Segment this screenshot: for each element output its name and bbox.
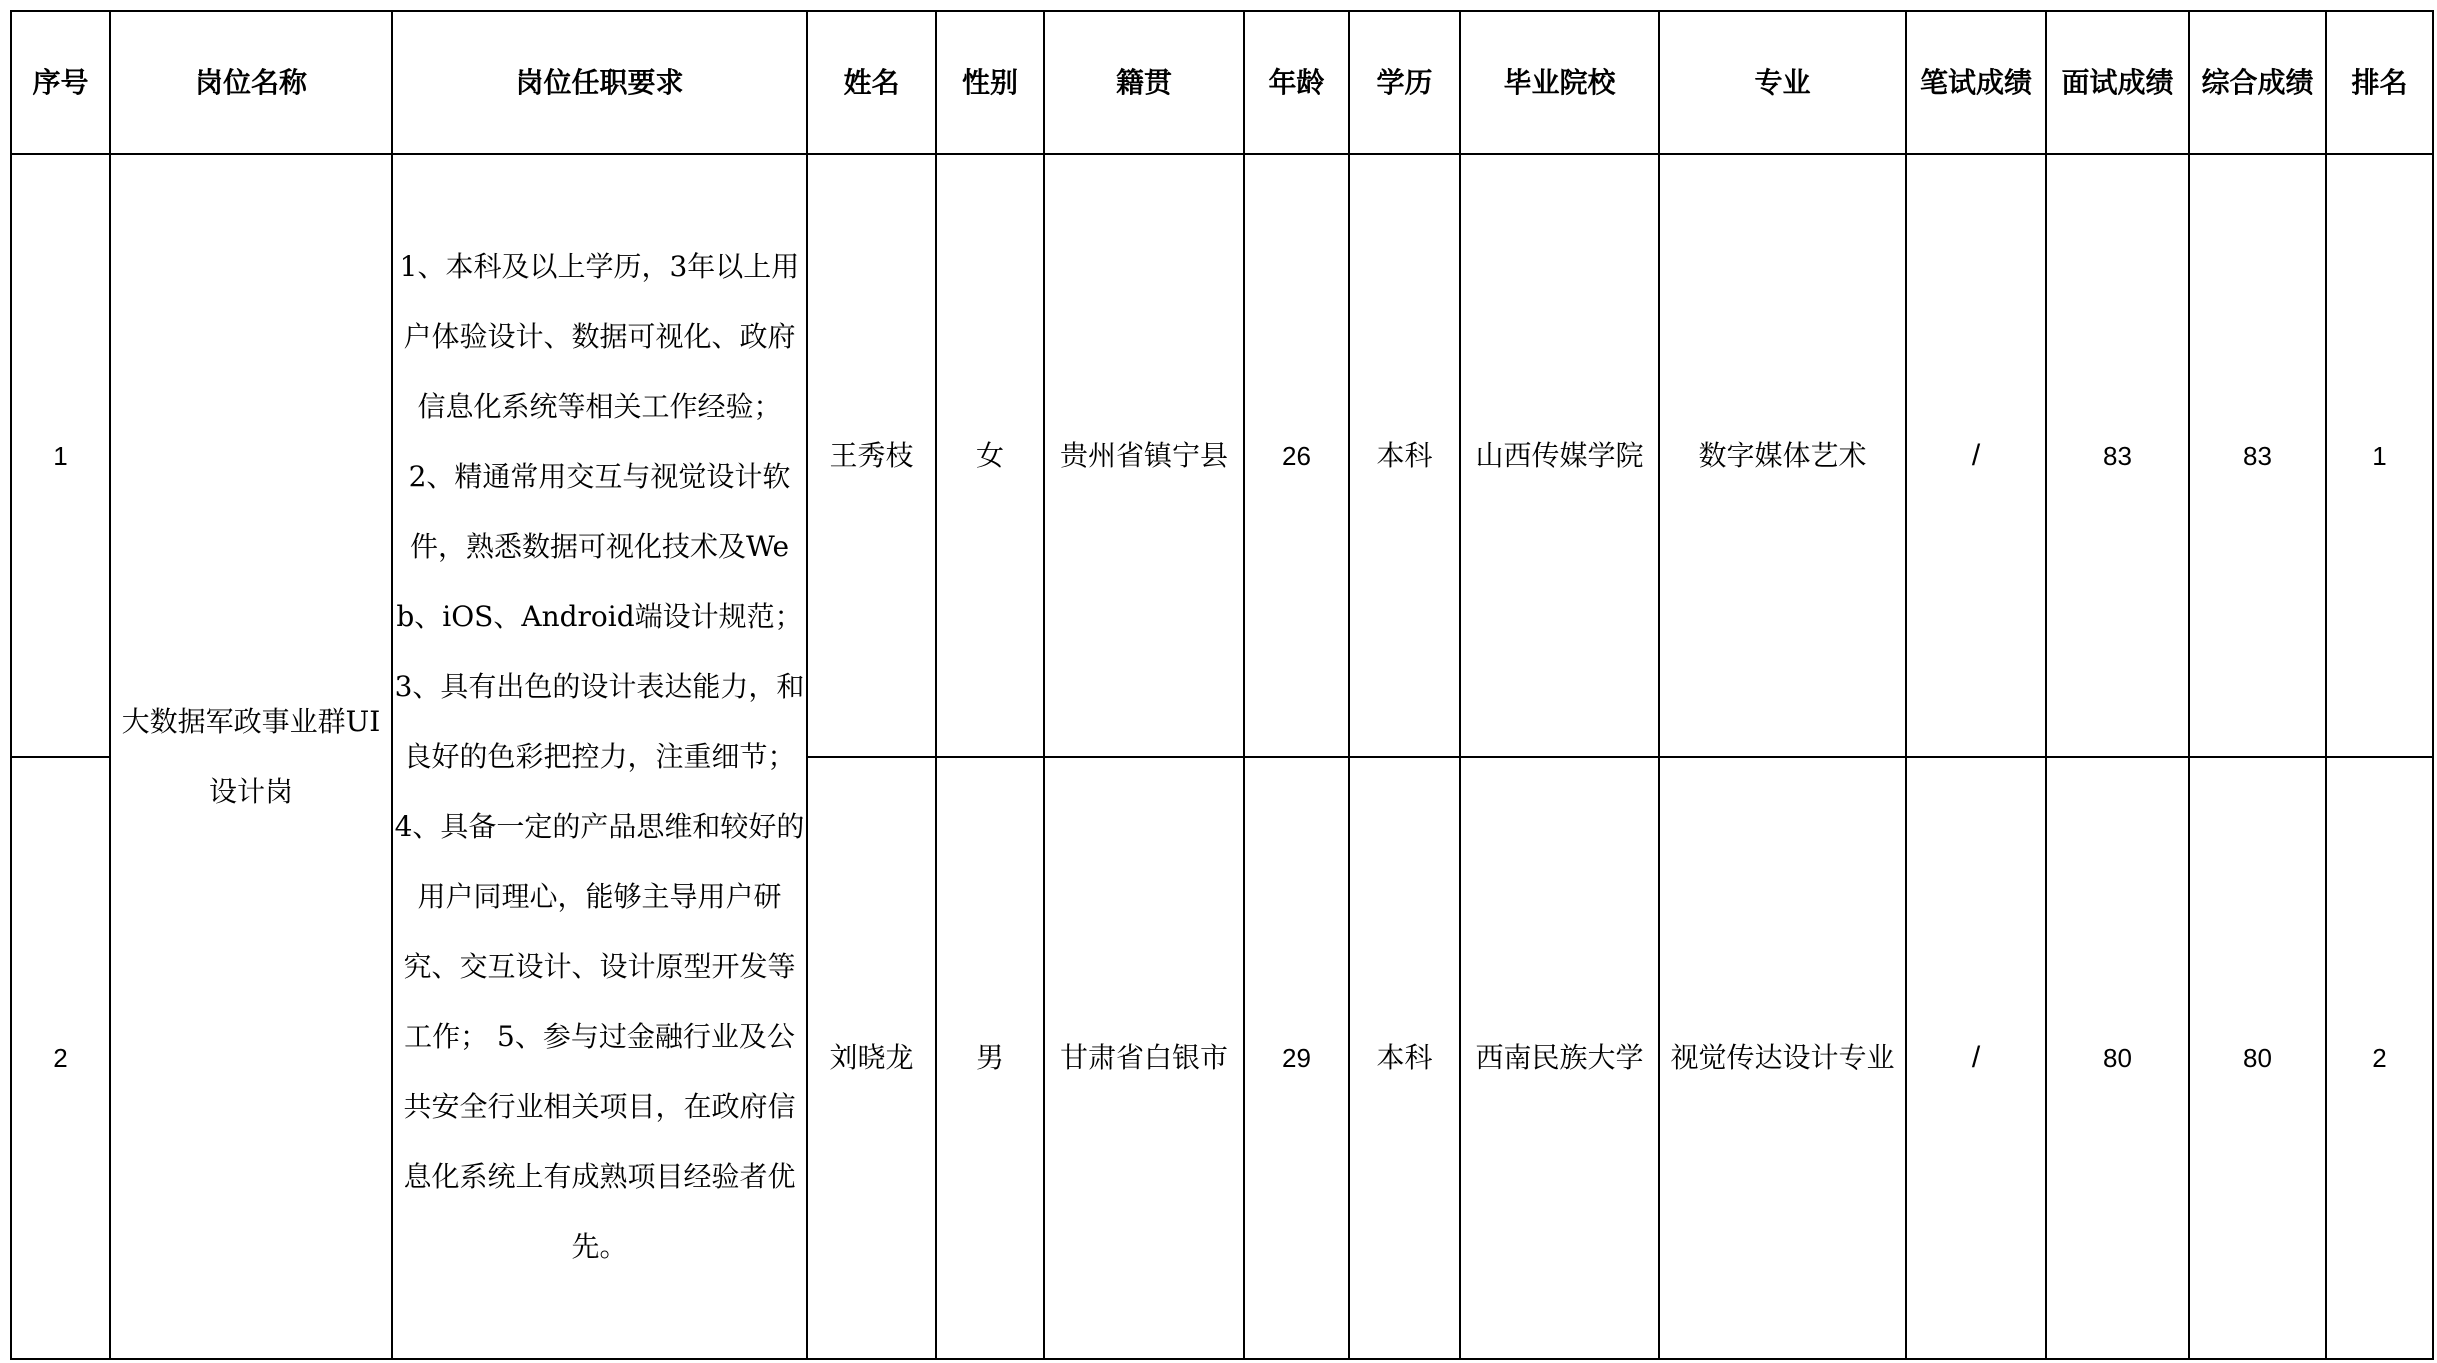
header-rank: 排名 (2326, 11, 2433, 154)
seq-cell: 1 (11, 154, 110, 757)
header-name: 姓名 (807, 11, 936, 154)
header-requirements: 岗位任职要求 (392, 11, 807, 154)
header-row (11, 11, 2433, 154)
education-cell: 本科 (1349, 757, 1460, 1359)
school-cell: 山西传媒学院 (1460, 154, 1659, 757)
interview-score-cell: 83 (2046, 154, 2189, 757)
major-cell: 数字媒体艺术 (1659, 154, 1906, 757)
requirements-text: 1、本科及以上学历，3年以上用户体验设计、数据可视化、政府信息化系统等相关工作经验； 2、精通常用交互与视觉设计软件，熟悉数据可视化技术及Web、iOS、Android端设计规范； 3、具有出色的设计表达能力，和良好的色彩把控力，注重细节； 4、具备一定的产品思维和较好的用户同理心，能够主导用户研究、交互设计、设计原型开发等工作； 5、参与过金融行业及公共安全行业相关项目，在政府信息化系统上有成熟项目经验者优先。 (394, 249, 805, 1263)
age-cell: 29 (1244, 757, 1349, 1359)
header-gender: 性别 (936, 11, 1044, 154)
written-score-cell: / (1906, 757, 2046, 1359)
gender-cell: 女 (936, 154, 1044, 757)
age-cell: 26 (1244, 154, 1349, 757)
gender-cell: 男 (936, 757, 1044, 1359)
school-cell: 西南民族大学 (1460, 757, 1659, 1359)
header-school: 毕业院校 (1460, 11, 1659, 154)
header-position: 岗位名称 (110, 11, 392, 154)
education-cell: 本科 (1349, 154, 1460, 757)
interview-score-cell: 80 (2046, 757, 2189, 1359)
written-score-cell: / (1906, 154, 2046, 757)
name-cell: 王秀枝 (807, 154, 936, 757)
header-interview: 面试成绩 (2046, 11, 2189, 154)
name-cell: 刘晓龙 (807, 757, 936, 1359)
header-seq: 序号 (11, 11, 110, 154)
origin-cell: 甘肃省白银市 (1044, 757, 1244, 1359)
rank-cell: 1 (2326, 154, 2433, 757)
candidate-table (10, 10, 2434, 1360)
table-row (11, 154, 2433, 757)
origin-cell: 贵州省镇宁县 (1044, 154, 1244, 757)
total-score-cell: 83 (2189, 154, 2326, 757)
header-age: 年龄 (1244, 11, 1349, 154)
major-cell: 视觉传达设计专业 (1659, 757, 1906, 1359)
position-cell: 大数据军政事业群UI设计岗 (110, 154, 392, 1359)
header-major: 专业 (1659, 11, 1906, 154)
total-score-cell: 80 (2189, 757, 2326, 1359)
requirements-cell (392, 154, 807, 1359)
seq-cell: 2 (11, 757, 110, 1359)
header-origin: 籍贯 (1044, 11, 1244, 154)
rank-cell: 2 (2326, 757, 2433, 1359)
header-written: 笔试成绩 (1906, 11, 2046, 154)
header-total: 综合成绩 (2189, 11, 2326, 154)
header-education: 学历 (1349, 11, 1460, 154)
